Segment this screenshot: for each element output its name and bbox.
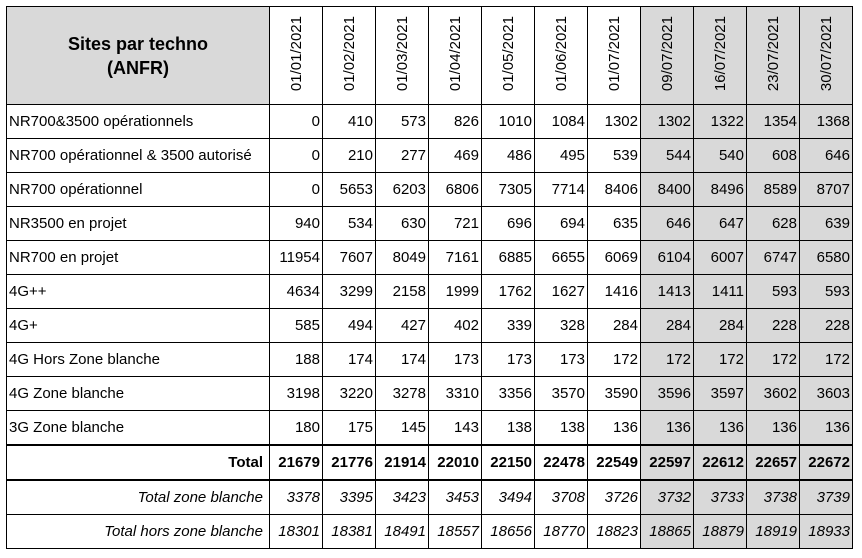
value-cell: 18933	[800, 515, 853, 549]
value-cell: 635	[588, 207, 641, 241]
value-cell: 328	[535, 309, 588, 343]
value-cell: 7305	[482, 173, 535, 207]
value-cell: 136	[588, 411, 641, 446]
value-cell: 138	[482, 411, 535, 446]
value-cell: 7161	[429, 241, 482, 275]
value-cell: 8406	[588, 173, 641, 207]
value-cell: 143	[429, 411, 482, 446]
value-cell: 696	[482, 207, 535, 241]
value-cell: 18865	[641, 515, 694, 549]
value-cell: 646	[641, 207, 694, 241]
row-label: Total hors zone blanche	[7, 515, 270, 549]
date-header-10	[800, 7, 853, 105]
value-cell: 277	[376, 139, 429, 173]
value-cell: 1762	[482, 275, 535, 309]
value-cell: 3299	[323, 275, 376, 309]
value-cell: 284	[588, 309, 641, 343]
value-cell: 646	[800, 139, 853, 173]
value-cell: 3602	[747, 377, 800, 411]
value-cell: 22597	[641, 445, 694, 480]
value-cell: 534	[323, 207, 376, 241]
date-header-2	[376, 7, 429, 105]
table-row	[7, 343, 853, 377]
value-cell: 7714	[535, 173, 588, 207]
value-cell: 136	[641, 411, 694, 446]
date-label: 23/07/2021	[764, 15, 782, 92]
value-cell: 22150	[482, 445, 535, 480]
value-cell: 22549	[588, 445, 641, 480]
value-cell: 18823	[588, 515, 641, 549]
value-cell: 1354	[747, 105, 800, 139]
row-label: 4G Zone blanche	[7, 377, 270, 411]
date-header-6	[588, 7, 641, 105]
value-cell: 1010	[482, 105, 535, 139]
value-cell: 5653	[323, 173, 376, 207]
date-header-5	[535, 7, 588, 105]
value-cell: 22612	[694, 445, 747, 480]
row-label: Total	[7, 445, 270, 480]
value-cell: 172	[747, 343, 800, 377]
date-label: 30/07/2021	[817, 15, 835, 92]
value-cell: 3198	[270, 377, 323, 411]
value-cell: 6104	[641, 241, 694, 275]
value-cell: 628	[747, 207, 800, 241]
row-label: 3G Zone blanche	[7, 411, 270, 446]
value-cell: 6747	[747, 241, 800, 275]
value-cell: 22672	[800, 445, 853, 480]
table-row	[7, 241, 853, 275]
total-hors-zone-blanche-row	[7, 515, 853, 549]
value-cell: 3708	[535, 480, 588, 515]
value-cell: 0	[270, 173, 323, 207]
value-cell: 21776	[323, 445, 376, 480]
row-label: 4G+	[7, 309, 270, 343]
value-cell: 18301	[270, 515, 323, 549]
date-header-0	[270, 7, 323, 105]
date-header-3	[429, 7, 482, 105]
table-row	[7, 377, 853, 411]
value-cell: 3726	[588, 480, 641, 515]
row-label: 4G++	[7, 275, 270, 309]
table-row	[7, 173, 853, 207]
table-row	[7, 207, 853, 241]
value-cell: 173	[535, 343, 588, 377]
value-cell: 694	[535, 207, 588, 241]
value-cell: 8707	[800, 173, 853, 207]
row-label: Total zone blanche	[7, 480, 270, 515]
sites-table-container	[6, 6, 853, 549]
value-cell: 228	[747, 309, 800, 343]
value-cell: 540	[694, 139, 747, 173]
value-cell: 172	[641, 343, 694, 377]
value-cell: 8496	[694, 173, 747, 207]
value-cell: 136	[800, 411, 853, 446]
value-cell: 8400	[641, 173, 694, 207]
row-label: 4G Hors Zone blanche	[7, 343, 270, 377]
value-cell: 6885	[482, 241, 535, 275]
value-cell: 608	[747, 139, 800, 173]
value-cell: 0	[270, 105, 323, 139]
value-cell: 1413	[641, 275, 694, 309]
table-row	[7, 309, 853, 343]
value-cell: 21914	[376, 445, 429, 480]
value-cell: 174	[376, 343, 429, 377]
value-cell: 585	[270, 309, 323, 343]
table-row	[7, 105, 853, 139]
table-row	[7, 139, 853, 173]
value-cell: 0	[270, 139, 323, 173]
value-cell: 3570	[535, 377, 588, 411]
value-cell: 630	[376, 207, 429, 241]
value-cell: 3453	[429, 480, 482, 515]
date-label: 01/07/2021	[605, 15, 623, 92]
value-cell: 18491	[376, 515, 429, 549]
value-cell: 136	[747, 411, 800, 446]
value-cell: 21679	[270, 445, 323, 480]
value-cell: 4634	[270, 275, 323, 309]
value-cell: 721	[429, 207, 482, 241]
header-row	[7, 7, 853, 105]
value-cell: 486	[482, 139, 535, 173]
value-cell: 3738	[747, 480, 800, 515]
value-cell: 6203	[376, 173, 429, 207]
value-cell: 172	[694, 343, 747, 377]
value-cell: 6655	[535, 241, 588, 275]
date-label: 01/06/2021	[552, 15, 570, 92]
row-label: NR3500 en projet	[7, 207, 270, 241]
value-cell: 145	[376, 411, 429, 446]
date-header-1	[323, 7, 376, 105]
value-cell: 11954	[270, 241, 323, 275]
value-cell: 826	[429, 105, 482, 139]
row-label: NR700 opérationnel	[7, 173, 270, 207]
date-label: 01/04/2021	[446, 15, 464, 92]
value-cell: 3310	[429, 377, 482, 411]
value-cell: 3494	[482, 480, 535, 515]
row-label: NR700&3500 opérationnels	[7, 105, 270, 139]
value-cell: 6069	[588, 241, 641, 275]
value-cell: 18919	[747, 515, 800, 549]
value-cell: 3356	[482, 377, 535, 411]
date-header-9	[747, 7, 800, 105]
value-cell: 3378	[270, 480, 323, 515]
value-cell: 940	[270, 207, 323, 241]
value-cell: 172	[588, 343, 641, 377]
value-cell: 3220	[323, 377, 376, 411]
date-label: 01/05/2021	[499, 15, 517, 92]
value-cell: 639	[800, 207, 853, 241]
value-cell: 173	[482, 343, 535, 377]
value-cell: 1411	[694, 275, 747, 309]
sites-par-techno-table	[6, 6, 853, 549]
value-cell: 136	[694, 411, 747, 446]
value-cell: 339	[482, 309, 535, 343]
value-cell: 3423	[376, 480, 429, 515]
value-cell: 3596	[641, 377, 694, 411]
value-cell: 573	[376, 105, 429, 139]
value-cell: 3597	[694, 377, 747, 411]
date-label: 01/01/2021	[287, 15, 305, 92]
value-cell: 3739	[800, 480, 853, 515]
value-cell: 410	[323, 105, 376, 139]
value-cell: 3603	[800, 377, 853, 411]
value-cell: 539	[588, 139, 641, 173]
value-cell: 284	[641, 309, 694, 343]
value-cell: 1302	[588, 105, 641, 139]
date-header-7	[641, 7, 694, 105]
value-cell: 180	[270, 411, 323, 446]
value-cell: 3733	[694, 480, 747, 515]
value-cell: 175	[323, 411, 376, 446]
value-cell: 6806	[429, 173, 482, 207]
value-cell: 3278	[376, 377, 429, 411]
value-cell: 8589	[747, 173, 800, 207]
table-body	[7, 105, 853, 549]
table-row	[7, 411, 853, 446]
date-label: 16/07/2021	[711, 15, 729, 92]
value-cell: 1368	[800, 105, 853, 139]
date-header-8	[694, 7, 747, 105]
value-cell: 2158	[376, 275, 429, 309]
value-cell: 1627	[535, 275, 588, 309]
value-cell: 18656	[482, 515, 535, 549]
date-label: 01/02/2021	[340, 15, 358, 92]
date-label: 09/07/2021	[658, 15, 676, 92]
value-cell: 284	[694, 309, 747, 343]
value-cell: 469	[429, 139, 482, 173]
value-cell: 172	[800, 343, 853, 377]
value-cell: 1322	[694, 105, 747, 139]
value-cell: 18879	[694, 515, 747, 549]
title-line-1: Sites par techno	[67, 33, 209, 54]
value-cell: 138	[535, 411, 588, 446]
table-title	[7, 7, 270, 105]
table-row	[7, 275, 853, 309]
total-zone-blanche-row	[7, 480, 853, 515]
value-cell: 173	[429, 343, 482, 377]
value-cell: 210	[323, 139, 376, 173]
value-cell: 7607	[323, 241, 376, 275]
value-cell: 174	[323, 343, 376, 377]
value-cell: 18381	[323, 515, 376, 549]
value-cell: 3590	[588, 377, 641, 411]
value-cell: 1416	[588, 275, 641, 309]
value-cell: 402	[429, 309, 482, 343]
value-cell: 1302	[641, 105, 694, 139]
value-cell: 18557	[429, 515, 482, 549]
value-cell: 22010	[429, 445, 482, 480]
value-cell: 427	[376, 309, 429, 343]
value-cell: 544	[641, 139, 694, 173]
value-cell: 495	[535, 139, 588, 173]
row-label: NR700 en projet	[7, 241, 270, 275]
title-line-2: (ANFR)	[107, 57, 169, 78]
value-cell: 593	[800, 275, 853, 309]
value-cell: 1999	[429, 275, 482, 309]
value-cell: 1084	[535, 105, 588, 139]
row-label: NR700 opérationnel & 3500 autorisé	[7, 139, 270, 173]
value-cell: 3395	[323, 480, 376, 515]
value-cell: 593	[747, 275, 800, 309]
value-cell: 6580	[800, 241, 853, 275]
total-row	[7, 445, 853, 480]
value-cell: 647	[694, 207, 747, 241]
value-cell: 18770	[535, 515, 588, 549]
value-cell: 188	[270, 343, 323, 377]
value-cell: 6007	[694, 241, 747, 275]
date-label: 01/03/2021	[393, 15, 411, 92]
value-cell: 22657	[747, 445, 800, 480]
value-cell: 22478	[535, 445, 588, 480]
value-cell: 228	[800, 309, 853, 343]
value-cell: 494	[323, 309, 376, 343]
date-header-4	[482, 7, 535, 105]
value-cell: 8049	[376, 241, 429, 275]
value-cell: 3732	[641, 480, 694, 515]
